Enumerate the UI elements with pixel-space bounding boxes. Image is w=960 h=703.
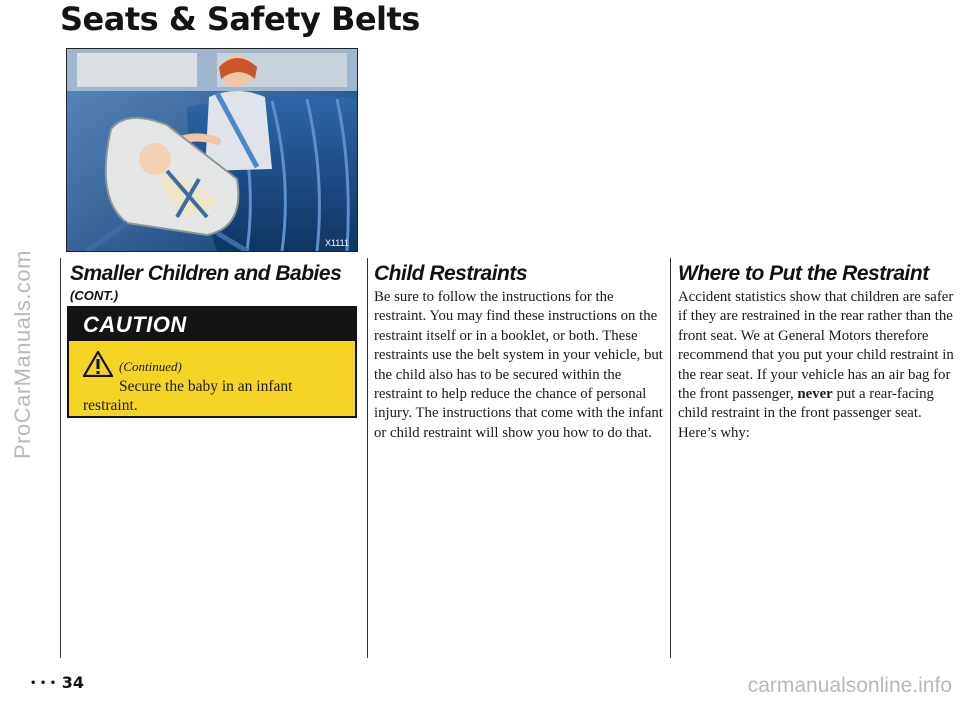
caution-body bbox=[69, 341, 355, 415]
caution-text-line1: Secure the baby in an infant bbox=[119, 378, 293, 395]
child-in-infant-seat-image bbox=[67, 49, 357, 251]
heading-smaller-children: Smaller Children and Babies bbox=[70, 262, 342, 285]
watermark-procarmanuals: ProCarManuals.com bbox=[10, 250, 35, 460]
child-seat-illustration bbox=[66, 48, 358, 252]
figure-number: X1111 bbox=[324, 238, 349, 248]
child-restraints-paragraph: Be sure to follow the instructions for the restraint. You may find these instructions on the restraint itself or in a booklet, or both. These restraints use the belt system in your vehicle, but the child also has to be secured within the restraint to help reduce the chance of personal injury. The instructions that come with the infant or child restraint will show you how to do that. bbox=[374, 289, 663, 441]
continued-label: (CONT.) bbox=[70, 288, 119, 303]
where-to-put-paragraph bbox=[678, 288, 960, 443]
paragraph-part-2: put a rear-facing child restraint in the front passenger seat. Here’s why: bbox=[678, 386, 934, 441]
footer-dots: • • • bbox=[30, 678, 57, 689]
warning-triangle-icon bbox=[83, 351, 113, 377]
caution-continued: (Continued) bbox=[119, 359, 182, 374]
caution-text-line2: restraint. bbox=[83, 397, 138, 414]
caution-box bbox=[67, 306, 357, 418]
column-rule-3 bbox=[670, 258, 671, 658]
page-number bbox=[30, 673, 84, 692]
heading-child-restraints: Child Restraints bbox=[374, 262, 528, 285]
paragraph-part-1: Accident statistics show that children are safer if they are restrained in the rear rather than the front seat. We at General Motors therefore recommend that you put your child restraint in the rear seat. If your vehicle has an air bag for the front passenger, bbox=[678, 289, 954, 403]
heading-where-to-put: Where to Put the Restraint bbox=[678, 262, 929, 285]
column-rule-1 bbox=[60, 258, 61, 658]
column-rule-2 bbox=[367, 258, 368, 658]
caution-title: CAUTION bbox=[69, 308, 355, 341]
page-number-value: 34 bbox=[61, 673, 84, 692]
watermark-carmanualsonline: carmanualsonline.info bbox=[747, 674, 952, 697]
emphasis-never: never bbox=[797, 386, 833, 403]
page-title: Seats & Safety Belts bbox=[60, 0, 420, 38]
